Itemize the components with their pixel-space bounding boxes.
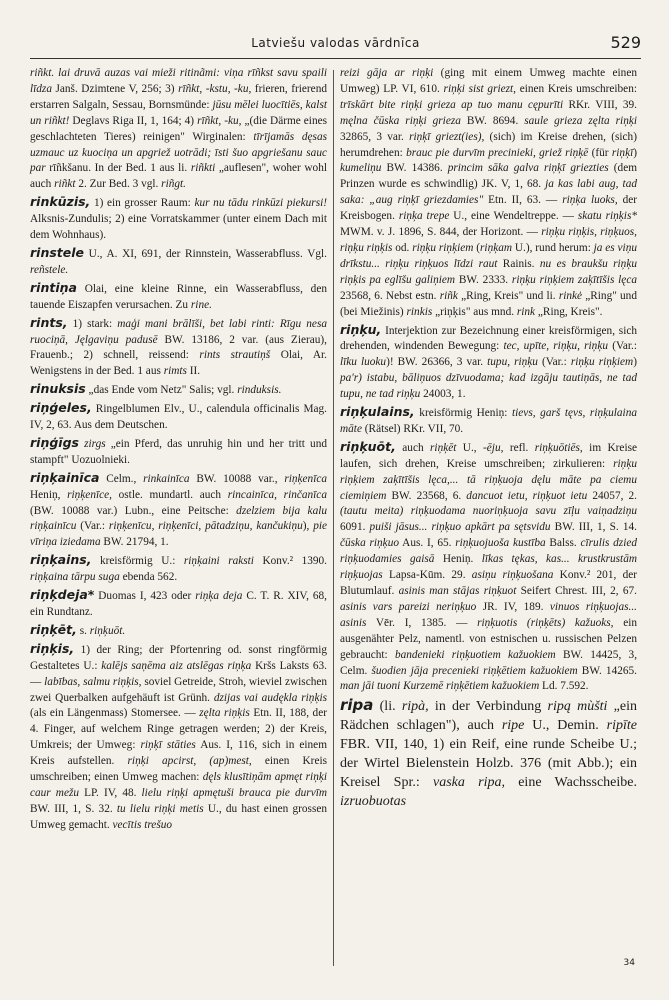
entry-text: Deglavs Riga II, 1, 164; 4) [69, 114, 198, 127]
entry-text: ebenda 562. [119, 571, 178, 584]
italic-text: riñkt [54, 178, 76, 191]
headword: riņķu, [340, 321, 382, 337]
entry-text: einen Kreis umschreiben: [515, 82, 637, 95]
italic-text: (tautu meita) riņķuodama nuoriņķuoja savu zīļu vaiņadziņu [340, 505, 637, 518]
italic-text: riņķī stāties [140, 739, 196, 752]
dictionary-entry [30, 552, 327, 586]
entry-text: frieren, frierend erstarren Salgaln, Sessau, Bornsmünde: [30, 82, 327, 111]
italic-text: bandenieki riņķuotiem kažuokiem [394, 648, 556, 661]
italic-text: rīñkt, -ku, [197, 114, 242, 127]
italic-text: brauc pie durvīm precinieki, griež riņķē [406, 146, 589, 159]
dictionary-entry [30, 245, 327, 279]
headword: riņķdeja* [30, 587, 95, 603]
entry-text: Heniņ. [434, 553, 482, 566]
entry-text: Duomas I, 423 oder [94, 590, 196, 603]
italic-text: pa'r) istabu, bāliņuos dzīvuodama; kad izgāju tautiņās, ne tad tupu, ne tad riņķu [340, 372, 637, 401]
italic-text: riņķu riņķiem [412, 241, 474, 254]
entry-text: 24057, 2. [587, 489, 637, 502]
italic-text: pie vīriņa iziedama [30, 520, 327, 549]
printer-signature: 34 [623, 958, 635, 968]
italic-text: rinkis [406, 305, 433, 318]
entry-text: soviel Getreide, Stroh, wieviel zwischen zwei Querbalken aufgehäuft ist Grünh. [30, 675, 328, 704]
entry-text: BW. 14386. [381, 162, 448, 175]
headword: riņģeles, [30, 400, 92, 416]
italic-text: ja es viņu drīkstu... riņķu riņķuos līdzi raut [340, 241, 637, 270]
headword: rinuksis [30, 381, 86, 397]
italic-text: rine. [190, 298, 212, 311]
dictionary-entry [30, 641, 327, 834]
italic-text: lielu riņķi apmętuši brauca pie durvīm [141, 786, 328, 799]
italic-text: riņķu riņķiem [570, 356, 634, 369]
italic-text: riņķu riņķiem zaķītīšis lęca [511, 273, 637, 286]
entry-text: Heniņ, [30, 488, 68, 501]
italic-text: saule grieza zęlta riņķi [524, 114, 637, 127]
italic-text: riņķi apcirst, (ap)mest, [127, 755, 252, 768]
italic-text: riņķu riņķiem zaķītīšis lęca,... tā riņķuoja dęlu māte pa ciemu ciemiņiem [340, 457, 637, 502]
italic-text: rints strautiņš [199, 349, 271, 362]
italic-text: riñk [439, 289, 458, 302]
headword: ripa [340, 696, 374, 715]
entry-text: 1) ein grosser Raum: [90, 197, 195, 210]
headword: riņķains, [30, 552, 92, 568]
dictionary-entry [30, 435, 327, 469]
entry-text: RKr. VIII, 39. [563, 98, 637, 111]
italic-text: kalējs saņēma aiz atslēgas riņķa [101, 659, 252, 672]
entry-text: JR. IV, 189. [476, 600, 550, 613]
italic-text: ripà, [401, 699, 429, 715]
entry-text: BW. III, 1, S. 32. [30, 802, 117, 815]
italic-text: rinduksis. [237, 384, 282, 397]
running-title: Latviešu valodas vārdnīca [251, 36, 420, 50]
italic-text: tupu, riņķu [487, 356, 538, 369]
entry-text: Lapsa-Kūm. 29. [382, 569, 472, 582]
entry-text: (Var.: [608, 340, 637, 353]
italic-text: ja kas labi aug, tad saka: „aug riņķī griezdamies" [340, 178, 637, 207]
italic-text: riņķenīce, [67, 488, 112, 501]
entry-text: Ld. 7.592. [539, 680, 589, 693]
entry-text: ostle. mundartl. auch [111, 488, 228, 501]
entry-text: (dem Prinzen wurde es schwindlig) JK. V, 1, 68. [340, 162, 637, 191]
left-column [30, 66, 327, 835]
italic-text: riņķuojuoša kustība [455, 537, 546, 550]
headword: riņķulains, [340, 404, 415, 420]
entry-text: „riņķis" aus mnd. [432, 305, 517, 318]
italic-text: reñstele. [30, 263, 69, 276]
italic-text: riņķam [480, 241, 513, 254]
italic-text: zęlta riņķis [199, 707, 250, 720]
entry-text: „ein Pferd, das unruhig hin und her tritt und stampft" Uozuolnieki. [30, 437, 327, 466]
italic-text: riņķuotis (riņķēts) kažuoks, [477, 616, 614, 629]
entry-text: kreisförmig Heniņ: [414, 407, 513, 420]
italic-text: riņķī griezt(ies), [409, 130, 485, 143]
page-number: 529 [610, 33, 641, 52]
entry-text: C. T. R. XIV, 68, ein Rundtanz. [30, 590, 327, 618]
dictionary-entry [30, 470, 327, 552]
italic-text: šuodien jāja precenieki riņķētiem kažuokiem [371, 664, 578, 677]
entry-text: LP. IV, 48. [79, 786, 142, 799]
entry-text: Alksnis-Zundulis; 2) eine Vorratskammer (unter einem Dach mit dem Wohnhaus). [30, 213, 327, 242]
dictionary-entry [340, 439, 637, 696]
italic-text: riņķuōt. [89, 624, 126, 637]
entry-text: „auflesen", woher wohl auch [30, 162, 327, 191]
dictionary-entry [340, 322, 637, 404]
italic-text: rīñkt, -kstu, -ku, [178, 82, 252, 95]
entry-text: der Kreisbogen. [340, 194, 638, 223]
italic-text: riņķi sist griezt, [443, 82, 516, 95]
entry-text: Seifert Chrest. III, 2, 67. [516, 585, 638, 597]
italic-text: izruobuotas [340, 794, 407, 810]
italic-text: riņķu riņķis, riņķuos, riņķu riņķis [340, 226, 637, 254]
headword: riņķuōt, [340, 438, 396, 454]
italic-text: zirgs [84, 437, 106, 450]
entry-text: refl. [503, 441, 535, 454]
entry-text: 24003, 1. [420, 388, 466, 401]
headword: riņķainīca [30, 469, 100, 485]
italic-text: kur nu tādu rinkūzi piekursi! [194, 197, 327, 210]
entry-text: s. [76, 624, 90, 637]
entry-text: Kršs Laksts 63. — [30, 659, 327, 688]
italic-text: reizi gāja ar riņķi [340, 67, 434, 79]
italic-text: rinkė [558, 289, 583, 302]
italic-text: riñgt. [161, 178, 186, 191]
entry-text: (BW. 10088 var.) Lubn., eine Peitsche: [30, 504, 237, 517]
headword: riņķēt, [30, 621, 77, 637]
entry-text: BW. III, 1, S. 14. [550, 521, 637, 534]
italic-text: riņķa luoks, [562, 194, 618, 207]
entry-text: (sich) im Kreise drehen, (sich) herumdrehen: [340, 130, 637, 159]
entry-text: Konv.² 201, der Blutumlauf. [340, 569, 637, 597]
italic-text: asinis man stājas riņķuot [398, 585, 517, 597]
dictionary-entry [340, 66, 637, 321]
column-divider [333, 70, 334, 966]
italic-text: dzelziem bija kalu riņķainīcu [30, 504, 327, 533]
entry-text: eine Wachsscheibe. [504, 775, 637, 791]
entry-text: U., eine Wendeltreppe. — [449, 210, 578, 223]
dictionary-entry [30, 315, 327, 381]
italic-text: vaska ripa, [433, 775, 505, 791]
entry-text: U., [456, 441, 484, 454]
entry-text: (ging mit einem Umweg machte einen Umweg) LP. VI, 610. [340, 67, 637, 95]
italic-text: riñkt. lai druvā auzas vai mieži ritinãmi: viņa rīñkst savu spaili līdza [30, 67, 327, 95]
italic-text: tīrījamās dęsas uzmauc uz kuociņa un apgriež uotrādi; īsti šuo apgriešanu sauc par [30, 130, 327, 175]
italic-text: ripe [501, 718, 525, 734]
italic-text: dancuot ietu, riņķuot ietu [466, 489, 588, 502]
entry-text: II. [186, 365, 201, 378]
entry-text: (Var.: [76, 520, 109, 533]
entry-text: Vēr. I, 1385. — [366, 616, 478, 629]
page-header [30, 32, 641, 59]
entry-text: (li. [373, 699, 402, 715]
italic-text: męlna čūska riņķi grieza [340, 114, 461, 127]
entry-text: Balss. [545, 537, 581, 550]
dictionary-entry [30, 66, 327, 193]
dictionary-entry [30, 622, 327, 640]
italic-text: labības, salmu riņķis, [44, 675, 142, 688]
entry-text: ) [633, 356, 637, 369]
entry-text: „Ring, Kreis". [535, 305, 603, 318]
entry-text: U., du hast einen grossen Umweg gemacht. [30, 802, 328, 831]
italic-text: rimts [163, 365, 187, 378]
italic-text: riñkti [190, 162, 216, 175]
text-columns [30, 66, 641, 966]
italic-text: skatu riņķis* [577, 210, 637, 223]
entry-text: „Ring, Kreis" und li. [457, 289, 559, 302]
italic-text: riņķa deja [195, 590, 243, 603]
entry-text: U.), rund herum: [512, 241, 594, 254]
entry-text: Olai, Ar. Wenigstens in der Bed. 1 aus [30, 349, 327, 378]
entry-text: Ringelblumen Elv., U., calendula officinalis Mag. IV, 2, 63. Aus dem Deutschen. [30, 403, 327, 432]
dictionary-entry [340, 404, 637, 438]
entry-text: (Rätsel) RKr. VII, 70. [361, 422, 464, 435]
entry-text: Olai, eine kleine Rinne, ein Wasserabfluss, den tauende Eiszapfen verursachen. Zu [30, 282, 327, 311]
entry-text: Konv.² 1390. [253, 555, 327, 568]
entry-text: ), [302, 520, 314, 533]
entry-text: BW. 2333. [455, 273, 512, 286]
entry-text: Aus. I, 116, sich in einem Kreis aufstellen. [30, 739, 327, 768]
entry-text: BW. 14265. [577, 664, 637, 677]
italic-text: kumeliņu [340, 162, 382, 175]
entry-text: ( [473, 241, 481, 254]
entry-text: Aus. I, 65. [399, 537, 456, 550]
italic-text: puiši jāsus... riņķuo apkārt pa sętsvidu [369, 521, 551, 534]
entry-text: 23568, 6. Nebst estn. [340, 289, 440, 302]
headword: riņģīgs [30, 434, 79, 450]
dictionary-entry [30, 400, 327, 434]
entry-text: BW. 21794, 1. [100, 536, 169, 549]
entry-text: BW. 13186, 2 var. (aus Zierau), Frauenb.; 2) schnell, reissend: [30, 333, 327, 362]
entry-text: (Var.: [537, 356, 571, 369]
entry-text: „Ring" und (bei Miežinis) [340, 289, 637, 318]
italic-text: riņķaini raksti [183, 555, 254, 568]
entry-text: BW. 10088 var., [189, 472, 285, 485]
italic-text: vinuos riņķuojas... asinis [340, 600, 637, 629]
entry-text: 6091. [340, 521, 370, 534]
entry-text: 1) der Ring; der Pfortenring od. sonst ringförmig Gestaltetes U.: [30, 643, 327, 672]
entry-text: (für [588, 146, 612, 159]
entry-text: ) [633, 146, 637, 159]
dictionary-entry [30, 194, 327, 244]
headword: rinkūzis, [30, 194, 91, 210]
entry-text: 32865, 3 var. [340, 130, 410, 143]
entry-text: einen Kreis umschreiben; einen Umweg machen: [30, 755, 327, 784]
italic-text: dęls klusītiņām apmęt riņķi caur mežu [30, 771, 327, 799]
italic-text: trīskārt bite riņķi grieza ap tuo manu cępurīti [340, 98, 564, 111]
entry-text: Etn. II, 188, der 4. Finger, auf welchem Ringe getragen werden; 2) der Kreis, Umkreis; der Umweg: [30, 707, 327, 752]
entry-text: FBR. VII, 140, 1) ein Reif, eine runde Scheibe U.; der Wirtel Bielenstein Holzb. 376 (mit Abb.); ein Kreisel Spr.: [340, 737, 637, 791]
entry-text: „ein Rädchen schlagen"), auch [340, 699, 637, 734]
italic-text: ripīte [606, 718, 638, 734]
entry-text: (als ein Längenmass) Stomersee. — [30, 707, 200, 720]
entry-text: BW. 23568, 6. [386, 489, 467, 502]
italic-text: -ēju, [483, 441, 504, 454]
headword: rinstele [30, 244, 85, 260]
entry-text: Etn. II, 63. — [483, 194, 563, 207]
entry-text: „(die Därme eines geschlachteten Tieres) reinigen" Wirginalen: [30, 114, 328, 143]
italic-text: rinkainīca [143, 472, 190, 485]
italic-text: riņķenīca [284, 472, 327, 485]
italic-text: tec, upīte, riņķu, riņķu [503, 340, 608, 353]
entry-text: kreisförmig U.: [91, 555, 184, 568]
entry-text: )! BW. 26366, 3 var. [386, 356, 488, 369]
italic-text: tu lielu riņķi metis [116, 802, 204, 815]
right-column [340, 66, 637, 812]
entry-text: Janš. Dzimtene V, 256; 3) [51, 82, 179, 95]
entry-text: auch [395, 441, 431, 454]
entry-text: ein ausgenähter Pelz, namentl. von estnischen u. russischen Pelzen gebraucht: [340, 616, 637, 661]
italic-text: rink [516, 305, 536, 318]
italic-text: nu es braukšu riņķu riņķis pa eglīšu galiņiem [340, 257, 637, 286]
italic-text: asiņu riņķuošana [471, 569, 554, 582]
entry-text: 2. Zur Bed. 3 vgl. [75, 178, 162, 191]
italic-text: riņķēt [430, 441, 457, 454]
italic-text: rincainīca, rinčanīca [227, 488, 327, 501]
italic-text: čūska riņķuo [340, 537, 399, 550]
headword: riņķis, [30, 640, 75, 656]
entry-text: BW. 14425, 3, Celm. [340, 648, 638, 677]
italic-text: līku luoku [340, 356, 387, 369]
italic-text: riņķī [611, 146, 634, 159]
italic-text: cīrulis dzied riņķuodamies gaisā [340, 537, 637, 566]
entry-text: Rainis. [497, 257, 540, 270]
italic-text: ripą mùšti [547, 699, 608, 715]
dictionary-entry [340, 696, 637, 811]
entry-text: U., A. XI, 691, der Rinnstein, Wasserabfluss. Vgl. [84, 247, 327, 260]
italic-text: maģi mani brālīši, bet labi rinti: Rīgu nesa ruociņā, Jęlgaviņu padusē [30, 317, 327, 346]
italic-text: princim sāka galva riņķī griezties [447, 162, 609, 175]
entry-text: MWM. v. J. 1896, S. 844, der Horizont. — [340, 226, 542, 239]
entry-text: U., Demin. [524, 718, 607, 734]
italic-text: jūsu mēlei luocītiēs, kalst un riñkt! [30, 98, 327, 127]
entry-text: Celm., [99, 472, 144, 485]
dictionary-entry [30, 280, 327, 314]
italic-text: riņķa trepe [398, 210, 450, 223]
entry-text: 1) stark: [67, 317, 118, 330]
italic-text: līkas tękas, kas... krustkrustām riņķuojas [340, 553, 637, 582]
headword: rints, [30, 314, 68, 330]
entry-text: rīñkšanu. In der Bed. 1 aus li. [45, 162, 191, 175]
entry-text: in der Verbindung [428, 699, 548, 715]
italic-text: tievs, garš tęvs, riņķulaina māte [340, 407, 637, 435]
headword: rintiņa [30, 279, 77, 295]
dictionary-entry [30, 381, 327, 399]
entry-text: Interjektion zur Bezeichnung einer kreisförmigen, sich drehenden, windenden Bewegung: [340, 324, 637, 353]
italic-text: riņķaina tārpu suga [30, 571, 120, 584]
italic-text: man jāi tuoni Kurzemē riņķētiem kažuokiem [340, 680, 540, 693]
italic-text: riņķuōtiēs, [534, 441, 583, 454]
entry-text: BW. 8694. [460, 114, 525, 127]
italic-text: riņķenīcu, riņķenīci, pātadziņu, kančukiņu [108, 520, 303, 533]
dictionary-entry [30, 587, 327, 621]
entry-text: „das Ende vom Netz" Salis; vgl. [85, 384, 238, 397]
italic-text: dzijas vai audękla riņķis [213, 691, 327, 704]
entry-text: od. [392, 241, 413, 254]
italic-text: vecītis trešuo [112, 818, 173, 831]
entry-text: im Kreise laufen, sich drehen, Kreise umschreiben; zirkulieren: [340, 441, 637, 470]
italic-text: asinis vars pareizi neriņķuo [340, 600, 477, 613]
